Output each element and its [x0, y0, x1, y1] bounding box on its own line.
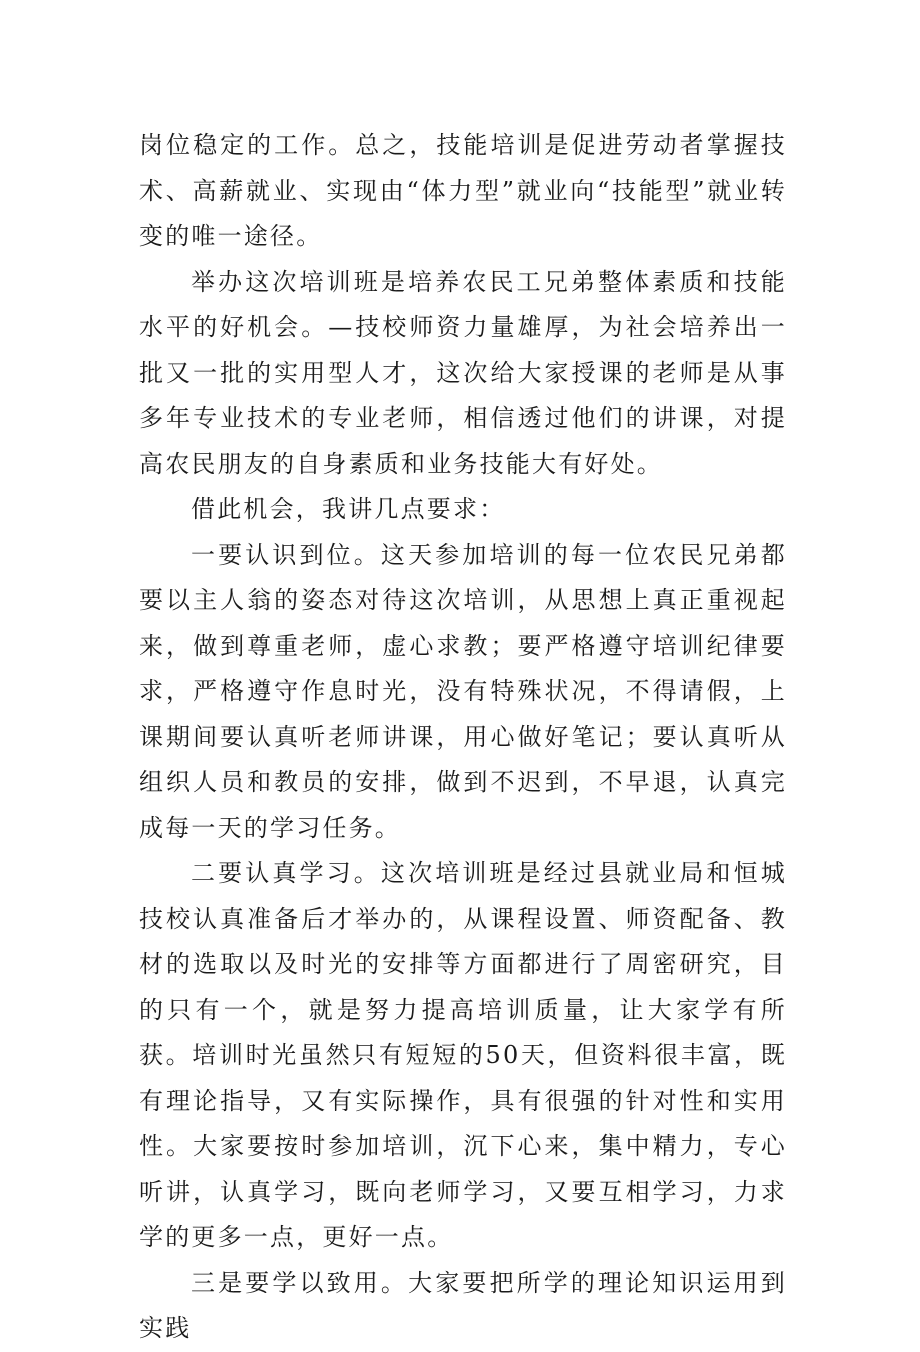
paragraph-4: 一要认识到位。这天参加培训的每一位农民兄弟都要以主人翁的姿态对待这次培训，从思想上真正重视起来，做到尊重老师，虚心求教；要严格遵守培训纪律要求，严格遵守作息时光，没有特殊状况，不得请假，上课期间要认真听老师讲课，用心做好笔记；要认真听从组织人员和教员的安排，做到不迟到，不早退，认真完成每一天的学习任务。	[139, 540, 787, 842]
paragraph-6: 三是要学以致用。大家要把所学的理论知识运用到实践	[139, 1268, 787, 1342]
paragraph-2: 举办这次培训班是培养农民工兄弟整体素质和技能水平的好机会。—技校师资力量雄厚，为社会培养出一批又一批的实用型人才，这次给大家授课的老师是从事多年专业技术的专业老师，相信透过他们的讲课，对提高农民朋友的自身素质和业务技能大有好处。	[139, 267, 787, 478]
document-body	[139, 123, 787, 1352]
paragraph-1: 岗位稳定的工作。总之，技能培训是促进劳动者掌握技术、高薪就业、实现由“体力型”就业向“技能型”就业转变的唯一途径。	[139, 131, 787, 250]
paragraph-3: 借此机会，我讲几点要求：	[191, 495, 506, 523]
paragraph-5: 二要认真学习。这次培训班是经过县就业局和恒城技校认真准备后才举办的，从课程设置、师资配备、教材的选取以及时光的安排等方面都进行了周密研究，目的只有一个，就是努力提高培训质量，让大家学有所获。培训时光虽然只有短短的50天，但资料很丰富，既有理论指导，又有实际操作，具有很强的针对性和实用性。大家要按时参加培训，沉下心来，集中精力，专心听讲，认真学习，既向老师学习，又要互相学习，力求学的更多一点，更好一点。	[139, 859, 787, 1251]
